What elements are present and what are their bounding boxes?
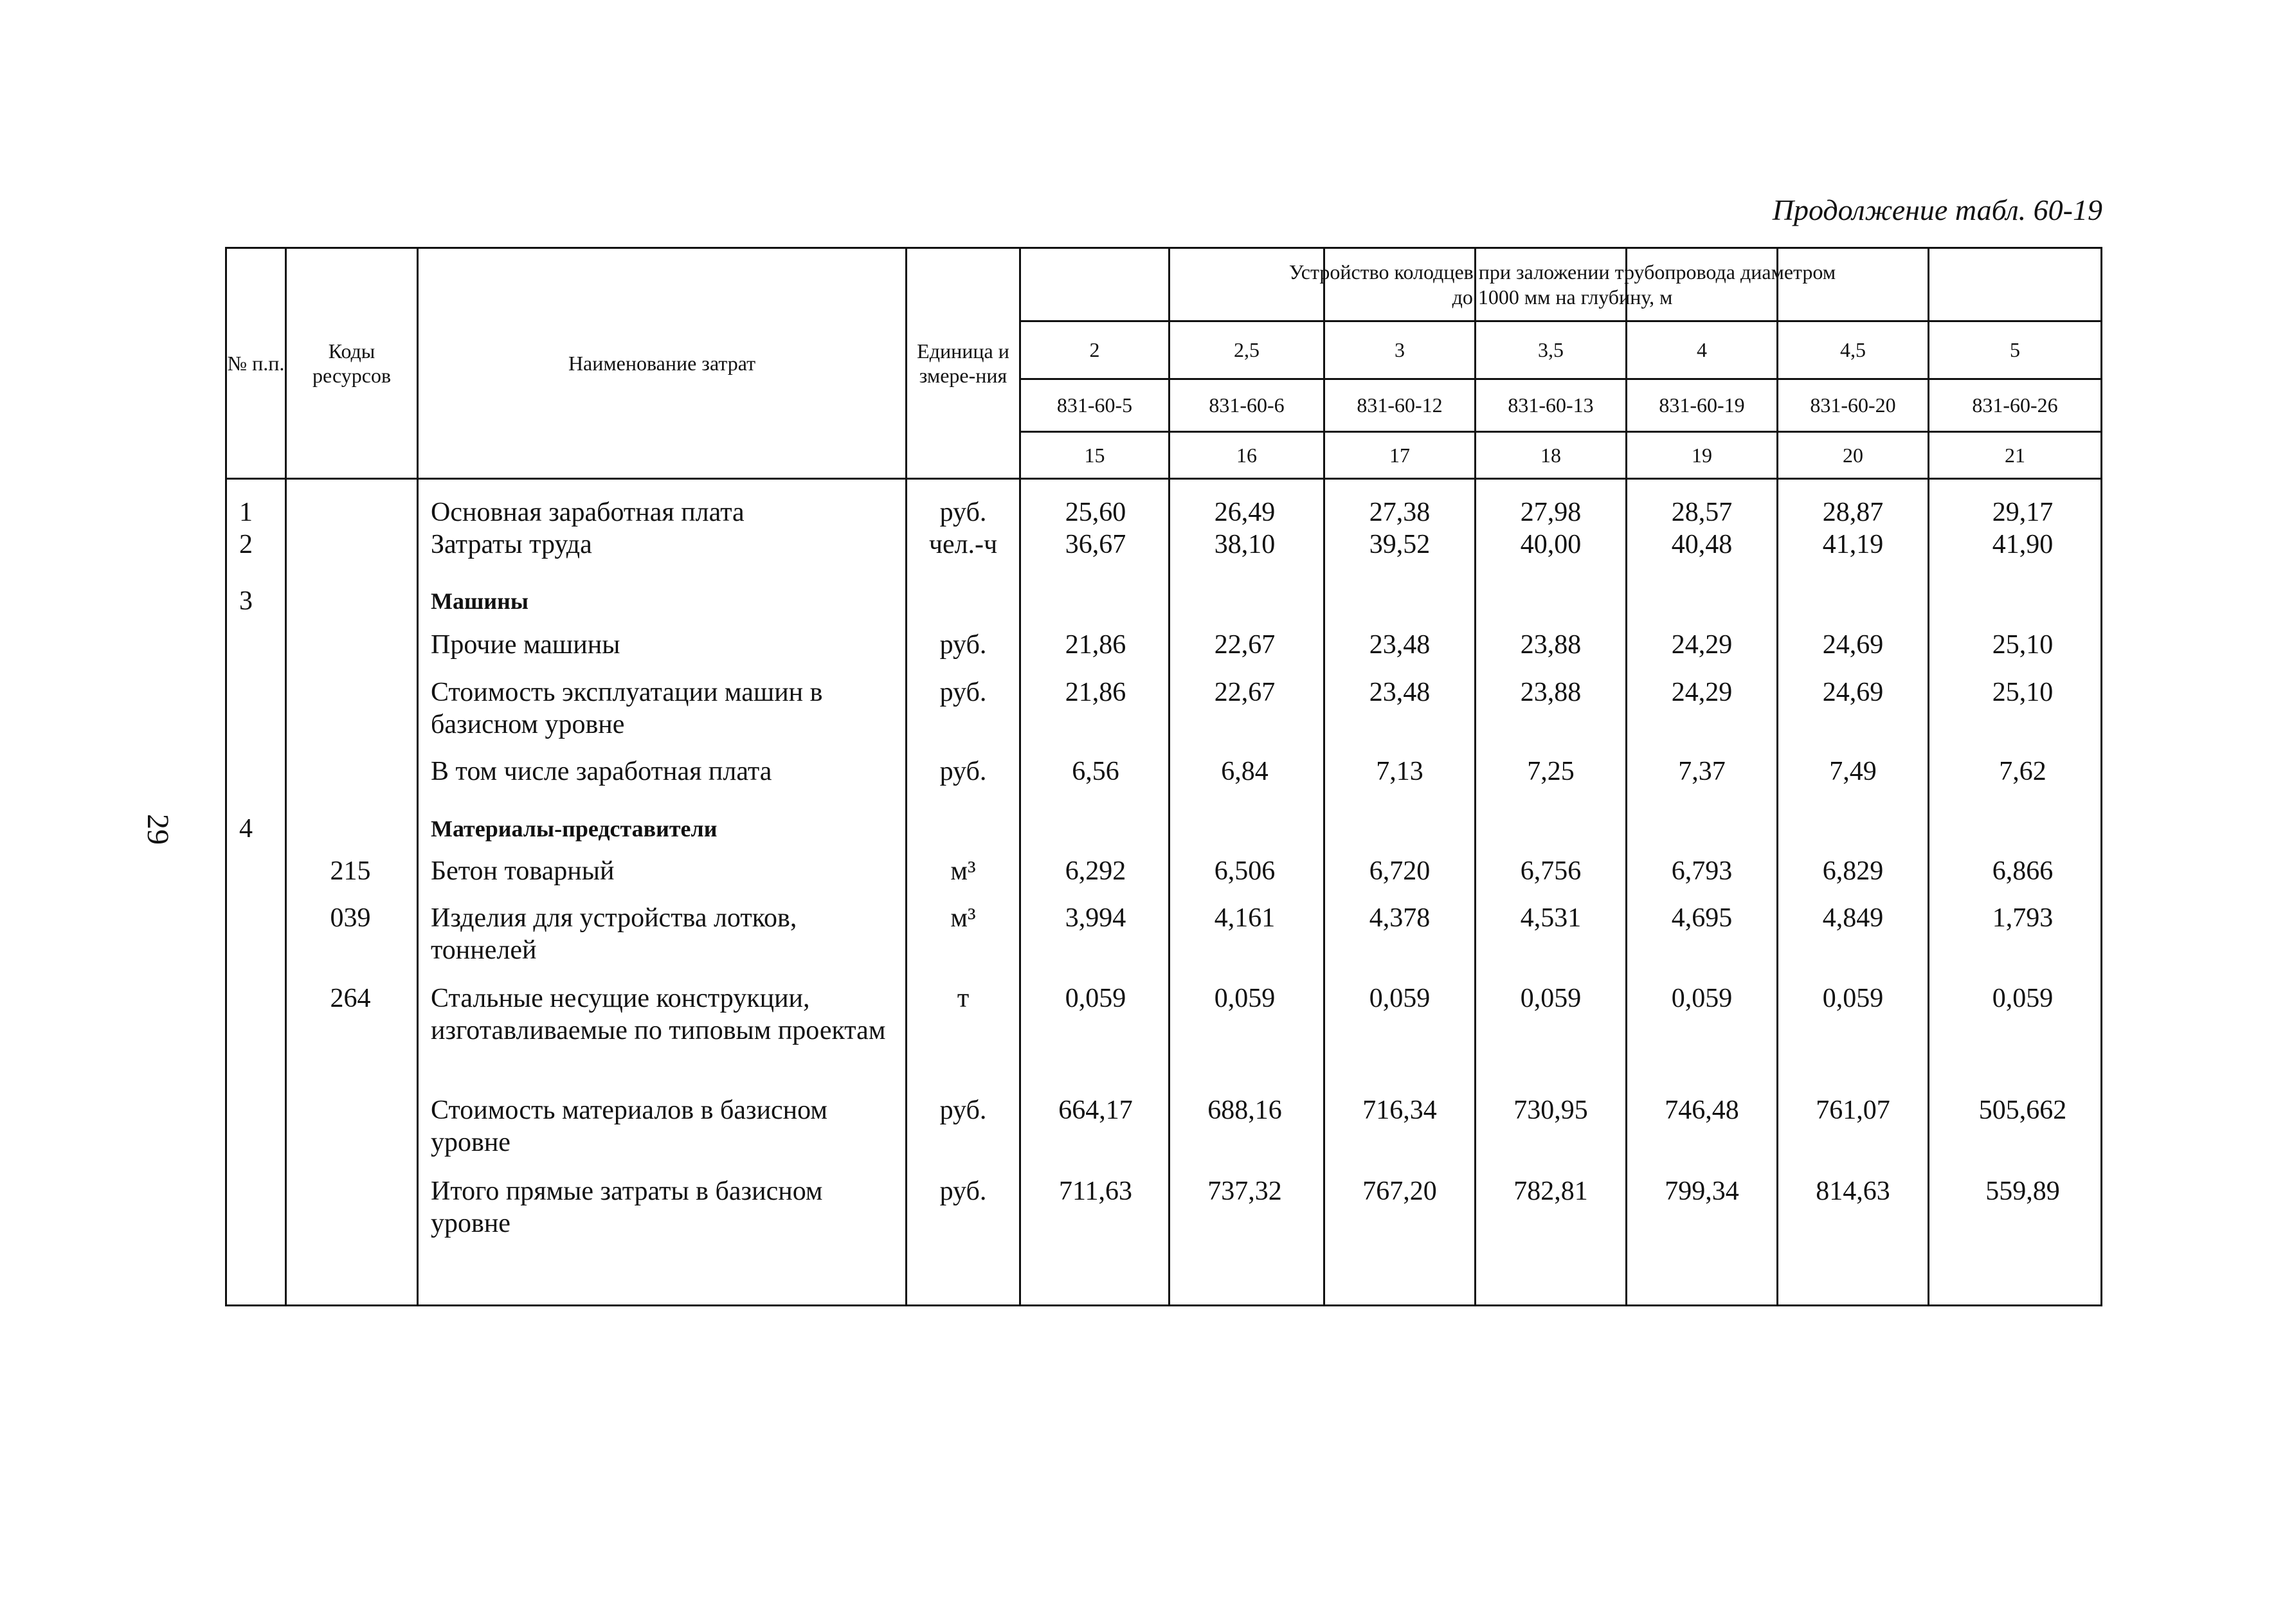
row-value: 1,793 bbox=[1992, 903, 2054, 933]
row-value: 40,48 bbox=[1671, 530, 1733, 559]
row-value: 4,849 bbox=[1822, 903, 1884, 933]
header-code: 831-60-19 bbox=[1659, 393, 1745, 417]
row-value: 27,38 bbox=[1369, 498, 1431, 527]
row-value: 4,378 bbox=[1369, 903, 1431, 933]
row-value: 664,17 bbox=[1058, 1096, 1133, 1125]
row-value: 0,059 bbox=[1671, 984, 1733, 1013]
row-value: 41,90 bbox=[1992, 530, 2054, 559]
row-value: 23,88 bbox=[1520, 678, 1582, 707]
row-value: 36,67 bbox=[1065, 530, 1126, 559]
row-value: 39,52 bbox=[1369, 530, 1431, 559]
row-resource-code: 264 bbox=[330, 984, 371, 1013]
header-code: 831-60-20 bbox=[1810, 393, 1896, 417]
header-resource-codes: Коды ресурсов bbox=[312, 339, 392, 387]
header-depth: 5 bbox=[2010, 338, 2020, 362]
row-value: 29,17 bbox=[1992, 498, 2054, 527]
header-code: 831-60-12 bbox=[1357, 393, 1443, 417]
header-group-title: Устройство колодцев при заложении трубопровода диаметром до 1000 мм на глубину, м bbox=[1288, 260, 1836, 309]
row-cost-name: Итого прямые затраты в базисном уровне bbox=[431, 1177, 823, 1238]
header-code: 831-60-13 bbox=[1508, 393, 1594, 417]
row-resource-code: 039 bbox=[330, 903, 371, 933]
header-depth: 4 bbox=[1697, 338, 1707, 362]
header-col-index: 20 bbox=[1843, 443, 1863, 467]
row-value: 24,29 bbox=[1671, 678, 1733, 707]
row-value: 799,34 bbox=[1665, 1177, 1739, 1206]
row-value: 711,63 bbox=[1059, 1177, 1132, 1206]
header-col-index: 18 bbox=[1540, 443, 1561, 467]
row-number: 1 bbox=[239, 498, 253, 527]
row-value: 688,16 bbox=[1207, 1096, 1282, 1125]
row-unit: т bbox=[957, 984, 970, 1013]
table-caption: Продолжение табл. 60-19 bbox=[1772, 194, 2102, 226]
header-col-index: 21 bbox=[2005, 443, 2025, 467]
row-value: 505,662 bbox=[1978, 1096, 2067, 1125]
row-value: 27,98 bbox=[1520, 498, 1582, 527]
row-value: 24,69 bbox=[1822, 630, 1884, 660]
row-value: 767,20 bbox=[1362, 1177, 1437, 1206]
row-value: 25,10 bbox=[1992, 630, 2054, 660]
row-value: 22,67 bbox=[1214, 678, 1276, 707]
row-value: 814,63 bbox=[1816, 1177, 1890, 1206]
row-value: 7,13 bbox=[1376, 757, 1423, 786]
row-value: 3,994 bbox=[1065, 903, 1126, 933]
row-unit: чел.-ч bbox=[928, 530, 998, 559]
row-unit: руб. bbox=[939, 678, 987, 707]
row-value: 7,49 bbox=[1829, 757, 1877, 786]
row-value: 26,49 bbox=[1214, 498, 1276, 527]
header-depth: 3 bbox=[1395, 338, 1405, 362]
row-value: 4,531 bbox=[1520, 903, 1582, 933]
page-number: 29 bbox=[141, 814, 175, 845]
row-value: 24,69 bbox=[1822, 678, 1884, 707]
row-unit: руб. bbox=[939, 757, 987, 786]
row-value: 0,059 bbox=[1065, 984, 1126, 1013]
row-value: 6,756 bbox=[1520, 856, 1582, 886]
row-value: 782,81 bbox=[1513, 1177, 1588, 1206]
row-value: 0,059 bbox=[1520, 984, 1582, 1013]
row-value: 24,29 bbox=[1671, 630, 1733, 660]
row-cost-name: Прочие машины bbox=[431, 630, 620, 660]
row-cost-name: Бетон товарный bbox=[431, 856, 615, 886]
row-value: 6,829 bbox=[1822, 856, 1884, 886]
row-value: 730,95 bbox=[1513, 1096, 1588, 1125]
row-cost-name: Стоимость эксплуатации машин в базисном уровне bbox=[431, 678, 823, 739]
row-unit: руб. bbox=[939, 1096, 987, 1125]
row-value: 0,059 bbox=[1214, 984, 1276, 1013]
row-value: 23,48 bbox=[1369, 678, 1431, 707]
header-depth: 2,5 bbox=[1234, 338, 1260, 362]
row-value: 0,059 bbox=[1369, 984, 1431, 1013]
row-value: 41,19 bbox=[1822, 530, 1884, 559]
row-value: 40,00 bbox=[1520, 530, 1582, 559]
row-cost-name: Затраты труда bbox=[431, 530, 592, 559]
row-value: 4,695 bbox=[1671, 903, 1733, 933]
row-unit: руб. bbox=[939, 630, 987, 660]
row-value: 25,60 bbox=[1065, 498, 1126, 527]
row-value: 28,87 bbox=[1822, 498, 1884, 527]
row-value: 6,866 bbox=[1992, 856, 2054, 886]
section-heading: Материалы-представители bbox=[431, 816, 718, 842]
row-resource-code: 215 bbox=[330, 856, 371, 886]
header-number: № п.п. bbox=[227, 351, 285, 375]
row-value: 22,67 bbox=[1214, 630, 1276, 660]
row-value: 6,56 bbox=[1072, 757, 1119, 786]
row-cost-name: Основная заработная плата bbox=[431, 498, 745, 527]
row-value: 6,793 bbox=[1671, 856, 1733, 886]
row-cost-name: Стоимость материалов в базисном уровне bbox=[431, 1096, 827, 1157]
header-depth: 4,5 bbox=[1840, 338, 1866, 362]
row-value: 25,10 bbox=[1992, 678, 2054, 707]
row-value: 0,059 bbox=[1822, 984, 1884, 1013]
row-value: 21,86 bbox=[1065, 678, 1126, 707]
row-value: 6,292 bbox=[1065, 856, 1126, 886]
header-col-index: 15 bbox=[1084, 443, 1105, 467]
header-cost-name: Наименование затрат bbox=[568, 351, 756, 375]
row-value: 716,34 bbox=[1362, 1096, 1437, 1125]
row-value: 559,89 bbox=[1985, 1177, 2060, 1206]
row-value: 737,32 bbox=[1207, 1177, 1282, 1206]
row-value: 746,48 bbox=[1665, 1096, 1739, 1125]
row-value: 23,48 bbox=[1369, 630, 1431, 660]
row-value: 4,161 bbox=[1214, 903, 1276, 933]
header-code: 831-60-6 bbox=[1209, 393, 1285, 417]
row-number: 2 bbox=[239, 530, 253, 559]
row-value: 7,62 bbox=[1999, 757, 2046, 786]
row-value: 28,57 bbox=[1671, 498, 1733, 527]
header-depth: 2 bbox=[1089, 338, 1100, 362]
row-unit: м³ bbox=[950, 903, 976, 933]
header-unit: Единица измере-ния bbox=[917, 339, 1009, 387]
row-value: 7,37 bbox=[1678, 757, 1726, 786]
section-heading: Машины bbox=[431, 588, 528, 614]
row-cost-name: В том числе заработная плата bbox=[431, 757, 772, 786]
header-col-index: 16 bbox=[1236, 443, 1257, 467]
header-code: 831-60-5 bbox=[1056, 393, 1133, 417]
row-value: 761,07 bbox=[1816, 1096, 1890, 1125]
row-value: 23,88 bbox=[1520, 630, 1582, 660]
row-number: 3 bbox=[239, 586, 253, 616]
row-value: 6,506 bbox=[1214, 856, 1276, 886]
row-cost-name: Изделия для устройства лотков, тоннелей bbox=[431, 903, 797, 965]
header-depth: 3,5 bbox=[1538, 338, 1564, 362]
row-number: 4 bbox=[239, 814, 253, 844]
header-col-index: 17 bbox=[1389, 443, 1410, 467]
row-value: 0,059 bbox=[1992, 984, 2054, 1013]
header-code: 831-60-26 bbox=[1972, 393, 2058, 417]
row-value: 6,720 bbox=[1369, 856, 1431, 886]
row-unit: руб. bbox=[939, 498, 987, 527]
row-unit: м³ bbox=[950, 856, 976, 886]
row-value: 7,25 bbox=[1527, 757, 1575, 786]
header-col-index: 19 bbox=[1692, 443, 1712, 467]
row-unit: руб. bbox=[939, 1177, 987, 1206]
grid-line bbox=[225, 478, 2102, 480]
row-cost-name: Стальные несущие конструкции, изготавливаемые по типовым проектам bbox=[431, 984, 886, 1045]
row-value: 38,10 bbox=[1214, 530, 1276, 559]
row-value: 6,84 bbox=[1221, 757, 1269, 786]
row-value: 21,86 bbox=[1065, 630, 1126, 660]
